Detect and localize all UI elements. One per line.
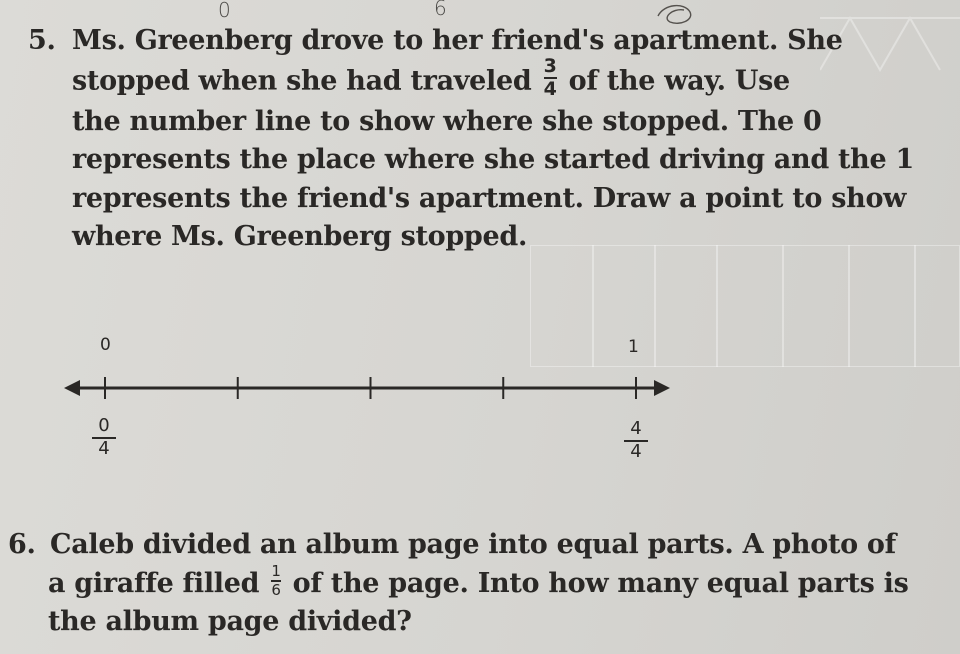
problem-6 [8, 526, 948, 642]
bleed-through-grid-cell [914, 245, 960, 367]
problem-5-line: represents the place where she started driving and the 1 [72, 144, 914, 175]
fraction-three-fourths: $\frac{3}{4}$ [543, 54, 557, 100]
bleed-through-grid-cell [654, 245, 718, 367]
problem-5-line: stopped when she had traveled $\frac{3}{4}$ of the way. Use [72, 54, 790, 100]
problem-5-line: represents the friend's apartment. Draw a point to show [72, 182, 907, 214]
bleed-through-grid-cell [530, 245, 594, 367]
number-line-start-label: 0 [100, 335, 111, 355]
number-line-end-fraction: 4 4 [624, 420, 648, 462]
problem-6-line: a giraffe filled $\frac{1}{6}$ of the page. Into how many equal parts is [48, 562, 909, 599]
problem-5-line: 5. Ms. Greenberg drove to her friend's apartment. She [28, 22, 908, 61]
handwritten-mark: 0 [218, 0, 231, 22]
left-arrow-icon [64, 380, 80, 396]
problem-number: 6. [8, 529, 36, 560]
fraction-one-sixth: $\frac{1}{6}$ [271, 562, 281, 599]
problem-5-line: where Ms. Greenberg stopped. [72, 221, 528, 252]
handwritten-mark: 6 [434, 0, 447, 20]
number-line-start-fraction: 0 4 [92, 417, 116, 459]
bleed-through-grid-cell [592, 245, 656, 367]
bleed-through-grid-cell [782, 245, 850, 367]
problem-5 [28, 22, 914, 257]
problem-number: 5. [28, 25, 56, 56]
problem-6-line: 6. Caleb divided an album page into equal parts. A photo of [8, 526, 948, 565]
number-line-end-label: 1 [628, 337, 639, 357]
problem-5-line: the number line to show where she stopped. The 0 [72, 105, 822, 137]
right-arrow-icon [654, 380, 670, 396]
problem-6-line: the album page divided? [48, 606, 412, 637]
number-line[interactable] [50, 365, 690, 415]
bleed-through-grid-cell [848, 245, 916, 367]
bleed-through-grid-cell [716, 245, 784, 367]
